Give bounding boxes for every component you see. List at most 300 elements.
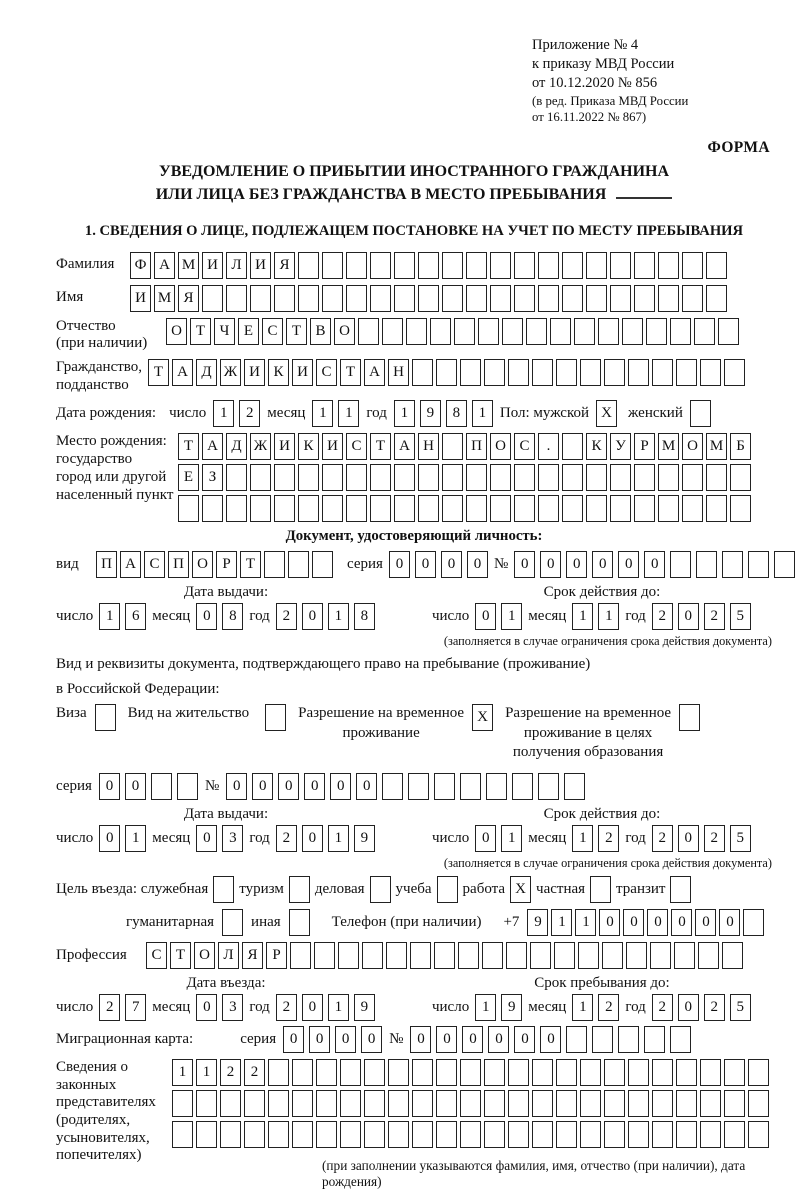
birthplace-input-row3-cell[interactable] (202, 495, 223, 522)
surname-input-cell[interactable]: М (178, 252, 199, 279)
res-valid-year-input[interactable] (652, 825, 751, 852)
doc-number-input-cell[interactable]: 0 (618, 551, 639, 578)
mig-number-input-cell[interactable] (592, 1026, 613, 1053)
representatives-input-row2-cell[interactable] (436, 1090, 457, 1117)
doc-number-input-cell[interactable]: 0 (566, 551, 587, 578)
birthplace-input-row3-cell[interactable] (562, 495, 583, 522)
id-valid-year-input-cell[interactable]: 0 (678, 603, 699, 630)
doc-type-input-cell[interactable]: П (168, 551, 189, 578)
res-number-input-cell[interactable] (538, 773, 559, 800)
doc-series-input[interactable] (389, 551, 488, 578)
citizenship-input-cell[interactable] (580, 359, 601, 386)
id-valid-year-input-cell[interactable]: 2 (704, 603, 725, 630)
purpose-private-checkbox[interactable] (590, 876, 611, 903)
res-number-input-cell[interactable]: 0 (356, 773, 377, 800)
surname-input-cell[interactable] (346, 252, 367, 279)
patronymic-input-cell[interactable] (454, 318, 475, 345)
given-name-input-cell[interactable] (250, 285, 271, 312)
surname-input-cell[interactable] (490, 252, 511, 279)
citizenship-input[interactable] (148, 359, 745, 386)
birthplace-input-row2-cell[interactable] (538, 464, 559, 491)
res-series-input-cell[interactable]: 0 (99, 773, 120, 800)
citizenship-input-cell[interactable] (652, 359, 673, 386)
birthplace-input-row1-cell[interactable]: А (394, 433, 415, 460)
phone-input-cell[interactable]: 0 (671, 909, 692, 936)
representatives-input-row2-cell[interactable] (340, 1090, 361, 1117)
res-series-input-cell[interactable]: 0 (125, 773, 146, 800)
representatives-input-row2-cell[interactable] (244, 1090, 265, 1117)
birthplace-input-row2-cell[interactable]: Е (178, 464, 199, 491)
representatives-input-row3-cell[interactable] (460, 1121, 481, 1148)
profession-input-cell[interactable]: Т (170, 942, 191, 969)
representatives-input-row3-cell[interactable] (604, 1121, 625, 1148)
purpose-transit-checkbox-cell[interactable] (670, 876, 691, 903)
id-issue-month-input-cell[interactable]: 8 (222, 603, 243, 630)
representatives-input-row3-cell[interactable] (316, 1121, 337, 1148)
stay-year-input-cell[interactable]: 2 (704, 994, 725, 1021)
representatives-input-row1-cell[interactable] (676, 1059, 697, 1086)
representatives-input-row1-cell[interactable] (268, 1059, 289, 1086)
representatives-input-row2-cell[interactable] (604, 1090, 625, 1117)
doc-number-input-cell[interactable]: 0 (514, 551, 535, 578)
patronymic-input-cell[interactable] (574, 318, 595, 345)
patronymic-input-cell[interactable] (622, 318, 643, 345)
given-name-input-cell[interactable] (466, 285, 487, 312)
birthplace-input-row3-cell[interactable] (322, 495, 343, 522)
representatives-input-row3-cell[interactable] (436, 1121, 457, 1148)
purpose-humanitarian-checkbox[interactable] (222, 909, 243, 936)
res-valid-day-input-cell[interactable]: 1 (501, 825, 522, 852)
visa-checkbox-cell[interactable] (95, 704, 116, 731)
surname-input-cell[interactable] (634, 252, 655, 279)
given-name-input-cell[interactable] (370, 285, 391, 312)
res-number-input-cell[interactable]: 0 (252, 773, 273, 800)
patronymic-input-cell[interactable]: С (262, 318, 283, 345)
purpose-tourism-checkbox-cell[interactable] (289, 876, 310, 903)
representatives-input-row1-cell[interactable] (748, 1059, 769, 1086)
mig-number-input-cell[interactable] (670, 1026, 691, 1053)
birthplace-input-row1-cell[interactable]: К (298, 433, 319, 460)
mig-number-input-cell[interactable]: 0 (488, 1026, 509, 1053)
surname-input-cell[interactable]: А (154, 252, 175, 279)
surname-input-cell[interactable] (394, 252, 415, 279)
birth-day-input[interactable] (213, 400, 260, 427)
id-issue-year-input-cell[interactable]: 8 (354, 603, 375, 630)
birthplace-input-row2-cell[interactable] (250, 464, 271, 491)
birthplace-input-row2-cell[interactable] (562, 464, 583, 491)
profession-input-cell[interactable] (314, 942, 335, 969)
given-name-input-cell[interactable] (274, 285, 295, 312)
patronymic-input-cell[interactable] (550, 318, 571, 345)
temp-residence-edu-checkbox-cell[interactable] (679, 704, 700, 731)
citizenship-input-cell[interactable] (556, 359, 577, 386)
representatives-input-row3-cell[interactable] (484, 1121, 505, 1148)
patronymic-input-cell[interactable] (694, 318, 715, 345)
citizenship-input-cell[interactable] (724, 359, 745, 386)
res-issue-year-input-cell[interactable]: 9 (354, 825, 375, 852)
representatives-input-row3-cell[interactable] (412, 1121, 433, 1148)
doc-number-input-cell[interactable] (696, 551, 717, 578)
representatives-input-row1-cell[interactable] (580, 1059, 601, 1086)
representatives-input-row2-cell[interactable] (388, 1090, 409, 1117)
purpose-study-checkbox[interactable] (437, 876, 458, 903)
representatives-input-row1-cell[interactable] (292, 1059, 313, 1086)
citizenship-input-cell[interactable] (604, 359, 625, 386)
doc-type-input-cell[interactable]: П (96, 551, 117, 578)
profession-input-cell[interactable] (626, 942, 647, 969)
birthplace-input-row2-cell[interactable] (274, 464, 295, 491)
representatives-input-row3-cell[interactable] (364, 1121, 385, 1148)
res-valid-day-input[interactable] (475, 825, 522, 852)
representatives-input-row1-cell[interactable]: 2 (244, 1059, 265, 1086)
visa-checkbox[interactable] (95, 704, 116, 731)
representatives-input-row1-cell[interactable] (652, 1059, 673, 1086)
birthplace-input-row3-cell[interactable] (466, 495, 487, 522)
representatives-input-row1-cell[interactable] (604, 1059, 625, 1086)
representatives-input-row1-cell[interactable] (724, 1059, 745, 1086)
stay-day-input-cell[interactable]: 1 (475, 994, 496, 1021)
res-number-input-cell[interactable] (460, 773, 481, 800)
birthplace-input-row3-cell[interactable] (490, 495, 511, 522)
profession-input-cell[interactable] (650, 942, 671, 969)
birthplace-input-row3-cell[interactable] (418, 495, 439, 522)
res-number-input-cell[interactable] (434, 773, 455, 800)
profession-input-cell[interactable]: Р (266, 942, 287, 969)
phone-input-cell[interactable]: 0 (695, 909, 716, 936)
entry-year-input-cell[interactable]: 0 (302, 994, 323, 1021)
birthplace-input-row3-cell[interactable] (370, 495, 391, 522)
mig-series-input-cell[interactable]: 0 (335, 1026, 356, 1053)
birthplace-input-row3-cell[interactable] (634, 495, 655, 522)
birthplace-input-row3[interactable] (178, 495, 751, 522)
surname-input[interactable] (130, 252, 727, 279)
surname-input-cell[interactable] (442, 252, 463, 279)
representatives-input-row2-cell[interactable] (484, 1090, 505, 1117)
birth-year-input-cell[interactable]: 1 (472, 400, 493, 427)
representatives-input-row3-cell[interactable] (220, 1121, 241, 1148)
doc-number-input-cell[interactable]: 0 (540, 551, 561, 578)
patronymic-input-cell[interactable] (478, 318, 499, 345)
birth-month-input[interactable] (312, 400, 359, 427)
res-issue-year-input-cell[interactable]: 0 (302, 825, 323, 852)
patronymic-input-cell[interactable]: В (310, 318, 331, 345)
res-number-input-cell[interactable] (382, 773, 403, 800)
birthplace-input-row3-cell[interactable] (250, 495, 271, 522)
representatives-input-row3-cell[interactable] (724, 1121, 745, 1148)
given-name-input-cell[interactable] (586, 285, 607, 312)
representatives-input-row3-cell[interactable] (508, 1121, 529, 1148)
res-number-input[interactable] (226, 773, 585, 800)
birth-year-input-cell[interactable]: 9 (420, 400, 441, 427)
given-name-input-cell[interactable] (682, 285, 703, 312)
mig-number-input[interactable] (410, 1026, 691, 1053)
birthplace-input-row2-cell[interactable] (394, 464, 415, 491)
res-number-input-cell[interactable] (486, 773, 507, 800)
citizenship-input-cell[interactable] (412, 359, 433, 386)
stay-day-input[interactable] (475, 994, 522, 1021)
res-valid-month-input-cell[interactable]: 1 (572, 825, 593, 852)
birthplace-input-row1-cell[interactable]: . (538, 433, 559, 460)
stay-day-input-cell[interactable]: 9 (501, 994, 522, 1021)
representatives-input-row3-cell[interactable] (268, 1121, 289, 1148)
citizenship-input-cell[interactable] (508, 359, 529, 386)
birthplace-input-row3-cell[interactable] (346, 495, 367, 522)
res-valid-year-input-cell[interactable]: 2 (704, 825, 725, 852)
surname-input-cell[interactable] (610, 252, 631, 279)
given-name-input-cell[interactable]: Я (178, 285, 199, 312)
birthplace-input-row1-cell[interactable]: А (202, 433, 223, 460)
profession-input-cell[interactable] (674, 942, 695, 969)
res-number-input-cell[interactable] (564, 773, 585, 800)
representatives-input-row1-cell[interactable] (532, 1059, 553, 1086)
birthplace-input-row1-cell[interactable]: Т (178, 433, 199, 460)
purpose-official-checkbox[interactable] (213, 876, 234, 903)
birthplace-input-row1-cell[interactable]: Б (730, 433, 751, 460)
patronymic-input-cell[interactable] (358, 318, 379, 345)
profession-input-cell[interactable] (386, 942, 407, 969)
profession-input-cell[interactable] (554, 942, 575, 969)
birthplace-input-row1-cell[interactable]: У (610, 433, 631, 460)
birthplace-input-row2-cell[interactable] (346, 464, 367, 491)
birthplace-input-row1[interactable] (178, 433, 751, 460)
birthplace-input-row3-cell[interactable] (226, 495, 247, 522)
birthplace-input-row2-cell[interactable]: З (202, 464, 223, 491)
birthplace-input-row1-cell[interactable]: М (658, 433, 679, 460)
doc-series-input-cell[interactable]: 0 (441, 551, 462, 578)
citizenship-input-cell[interactable]: А (364, 359, 385, 386)
res-number-input-cell[interactable]: 0 (226, 773, 247, 800)
phone-input-cell[interactable]: 9 (527, 909, 548, 936)
doc-type-input[interactable] (96, 551, 333, 578)
entry-day-input[interactable] (99, 994, 146, 1021)
birthplace-input-row2-cell[interactable] (322, 464, 343, 491)
patronymic-input-cell[interactable]: О (166, 318, 187, 345)
purpose-other-checkbox[interactable] (289, 909, 310, 936)
representatives-input-row2-cell[interactable] (508, 1090, 529, 1117)
profession-input-cell[interactable] (722, 942, 743, 969)
birthplace-input-row1-cell[interactable] (442, 433, 463, 460)
birthplace-input-row3-cell[interactable] (682, 495, 703, 522)
citizenship-input-cell[interactable] (628, 359, 649, 386)
representatives-input-row3-cell[interactable] (388, 1121, 409, 1148)
profession-input-cell[interactable] (434, 942, 455, 969)
birthplace-input-row1-cell[interactable]: О (682, 433, 703, 460)
birthplace-input-row3-cell[interactable] (274, 495, 295, 522)
birthplace-input-row3-cell[interactable] (442, 495, 463, 522)
surname-input-cell[interactable] (658, 252, 679, 279)
id-issue-year-input-cell[interactable]: 1 (328, 603, 349, 630)
entry-year-input-cell[interactable]: 9 (354, 994, 375, 1021)
birthplace-input-row2-cell[interactable] (490, 464, 511, 491)
representatives-input-row2-cell[interactable] (292, 1090, 313, 1117)
surname-input-cell[interactable]: Ф (130, 252, 151, 279)
doc-series-input-cell[interactable]: 0 (415, 551, 436, 578)
doc-type-input-cell[interactable] (312, 551, 333, 578)
representatives-input-row2-cell[interactable] (532, 1090, 553, 1117)
res-issue-day-input-cell[interactable]: 0 (99, 825, 120, 852)
res-series-input[interactable] (99, 773, 198, 800)
representatives-input-row1-cell[interactable]: 2 (220, 1059, 241, 1086)
citizenship-input-cell[interactable]: С (316, 359, 337, 386)
doc-type-input-cell[interactable]: Р (216, 551, 237, 578)
surname-input-cell[interactable] (586, 252, 607, 279)
patronymic-input-cell[interactable]: Т (286, 318, 307, 345)
mig-series-input-cell[interactable]: 0 (283, 1026, 304, 1053)
representatives-input-row2-cell[interactable] (748, 1090, 769, 1117)
mig-number-input-cell[interactable]: 0 (436, 1026, 457, 1053)
surname-input-cell[interactable]: Я (274, 252, 295, 279)
surname-input-cell[interactable] (418, 252, 439, 279)
birthplace-input-row3-cell[interactable] (706, 495, 727, 522)
citizenship-input-cell[interactable] (532, 359, 553, 386)
birthplace-input-row1-cell[interactable] (562, 433, 583, 460)
given-name-input-cell[interactable] (442, 285, 463, 312)
purpose-business-checkbox[interactable] (370, 876, 391, 903)
surname-input-cell[interactable] (322, 252, 343, 279)
stay-month-input-cell[interactable]: 1 (572, 994, 593, 1021)
given-name-input-cell[interactable] (322, 285, 343, 312)
given-name-input-cell[interactable] (418, 285, 439, 312)
representatives-input-row2-cell[interactable] (316, 1090, 337, 1117)
phone-input-cell[interactable]: 1 (575, 909, 596, 936)
birthplace-input-row3-cell[interactable] (658, 495, 679, 522)
id-valid-day-input-cell[interactable]: 0 (475, 603, 496, 630)
surname-input-cell[interactable]: И (202, 252, 223, 279)
id-issue-day-input-cell[interactable]: 6 (125, 603, 146, 630)
birthplace-input-row2-cell[interactable] (730, 464, 751, 491)
profession-input-cell[interactable]: С (146, 942, 167, 969)
res-valid-month-input[interactable] (572, 825, 619, 852)
representatives-input-row2-cell[interactable] (220, 1090, 241, 1117)
birthplace-input-row2-cell[interactable] (514, 464, 535, 491)
purpose-other-checkbox-cell[interactable] (289, 909, 310, 936)
res-series-input-cell[interactable] (177, 773, 198, 800)
birthplace-input-row2-cell[interactable] (370, 464, 391, 491)
birthplace-input-row2-cell[interactable] (226, 464, 247, 491)
given-name-input-cell[interactable] (298, 285, 319, 312)
mig-number-input-cell[interactable]: 0 (540, 1026, 561, 1053)
representatives-input-row2-cell[interactable] (556, 1090, 577, 1117)
stay-year-input-cell[interactable]: 0 (678, 994, 699, 1021)
representatives-input-row3-cell[interactable] (676, 1121, 697, 1148)
sex-male-checkbox-cell[interactable]: X (596, 400, 617, 427)
doc-number-input-cell[interactable]: 0 (644, 551, 665, 578)
citizenship-input-cell[interactable] (436, 359, 457, 386)
birthplace-input-row1-cell[interactable]: Н (418, 433, 439, 460)
representatives-input-row3-cell[interactable] (292, 1121, 313, 1148)
profession-input-cell[interactable]: Я (242, 942, 263, 969)
id-issue-month-input[interactable] (196, 603, 243, 630)
representatives-input-row3-cell[interactable] (340, 1121, 361, 1148)
birthplace-input-row2-cell[interactable] (634, 464, 655, 491)
profession-input-cell[interactable]: Л (218, 942, 239, 969)
doc-type-input-cell[interactable]: Т (240, 551, 261, 578)
birthplace-input-row1-cell[interactable]: О (490, 433, 511, 460)
stay-year-input-cell[interactable]: 2 (652, 994, 673, 1021)
birthplace-input-row2[interactable] (178, 464, 751, 491)
profession-input-cell[interactable]: О (194, 942, 215, 969)
id-issue-year-input[interactable] (276, 603, 375, 630)
patronymic-input-cell[interactable] (646, 318, 667, 345)
citizenship-input-cell[interactable]: Т (148, 359, 169, 386)
temp-residence-checkbox[interactable] (472, 704, 493, 731)
mig-series-input[interactable] (283, 1026, 382, 1053)
birthplace-input-row1-cell[interactable]: К (586, 433, 607, 460)
birthplace-input-row1-cell[interactable]: И (322, 433, 343, 460)
birth-day-input-cell[interactable]: 2 (239, 400, 260, 427)
representatives-input-row2-cell[interactable] (652, 1090, 673, 1117)
res-number-input-cell[interactable]: 0 (278, 773, 299, 800)
phone-input-cell[interactable] (743, 909, 764, 936)
citizenship-input-cell[interactable]: Ж (220, 359, 241, 386)
surname-input-cell[interactable]: И (250, 252, 271, 279)
birthplace-input-row3-cell[interactable] (730, 495, 751, 522)
mig-number-input-cell[interactable]: 0 (514, 1026, 535, 1053)
given-name-input-cell[interactable] (562, 285, 583, 312)
birth-month-input-cell[interactable]: 1 (312, 400, 333, 427)
birthplace-input-row1-cell[interactable]: И (274, 433, 295, 460)
birthplace-input-row2-cell[interactable] (682, 464, 703, 491)
representatives-input-row2-cell[interactable] (628, 1090, 649, 1117)
patronymic-input-cell[interactable] (526, 318, 547, 345)
res-number-input-cell[interactable] (512, 773, 533, 800)
doc-number-input-cell[interactable] (670, 551, 691, 578)
surname-input-cell[interactable]: Л (226, 252, 247, 279)
representatives-input-row1-cell[interactable] (412, 1059, 433, 1086)
profession-input-cell[interactable] (338, 942, 359, 969)
given-name-input[interactable] (130, 285, 727, 312)
res-number-input-cell[interactable]: 0 (330, 773, 351, 800)
id-issue-day-input[interactable] (99, 603, 146, 630)
representatives-input-row3-cell[interactable] (532, 1121, 553, 1148)
stay-month-input[interactable] (572, 994, 619, 1021)
entry-year-input-cell[interactable]: 2 (276, 994, 297, 1021)
representatives-input-row1-cell[interactable] (364, 1059, 385, 1086)
entry-month-input-cell[interactable]: 3 (222, 994, 243, 1021)
birthplace-input-row1-cell[interactable]: М (706, 433, 727, 460)
representatives-input-row2-cell[interactable] (172, 1090, 193, 1117)
birthplace-input-row3-cell[interactable] (586, 495, 607, 522)
doc-number-input-cell[interactable] (774, 551, 795, 578)
purpose-work-checkbox-cell[interactable]: X (510, 876, 531, 903)
stay-year-input[interactable] (652, 994, 751, 1021)
entry-day-input-cell[interactable]: 2 (99, 994, 120, 1021)
representatives-input-row1-cell[interactable] (388, 1059, 409, 1086)
patronymic-input-cell[interactable] (406, 318, 427, 345)
purpose-business-checkbox-cell[interactable] (370, 876, 391, 903)
citizenship-input-cell[interactable] (700, 359, 721, 386)
purpose-work-checkbox[interactable] (510, 876, 531, 903)
entry-day-input-cell[interactable]: 7 (125, 994, 146, 1021)
patronymic-input-cell[interactable] (502, 318, 523, 345)
mig-series-input-cell[interactable]: 0 (361, 1026, 382, 1053)
representatives-input-row2-cell[interactable] (700, 1090, 721, 1117)
profession-input-cell[interactable] (530, 942, 551, 969)
phone-input-cell[interactable]: 0 (647, 909, 668, 936)
representatives-input-row3-cell[interactable] (700, 1121, 721, 1148)
citizenship-input-cell[interactable]: К (268, 359, 289, 386)
patronymic-input-cell[interactable]: Ч (214, 318, 235, 345)
birthplace-input-row3-cell[interactable] (514, 495, 535, 522)
entry-year-input-cell[interactable]: 1 (328, 994, 349, 1021)
phone-input-cell[interactable]: 0 (599, 909, 620, 936)
given-name-input-cell[interactable] (490, 285, 511, 312)
doc-type-input-cell[interactable]: О (192, 551, 213, 578)
birthplace-input-row3-cell[interactable] (298, 495, 319, 522)
phone-input-cell[interactable]: 0 (623, 909, 644, 936)
representatives-input-row2-cell[interactable] (724, 1090, 745, 1117)
residence-permit-checkbox[interactable] (265, 704, 286, 731)
